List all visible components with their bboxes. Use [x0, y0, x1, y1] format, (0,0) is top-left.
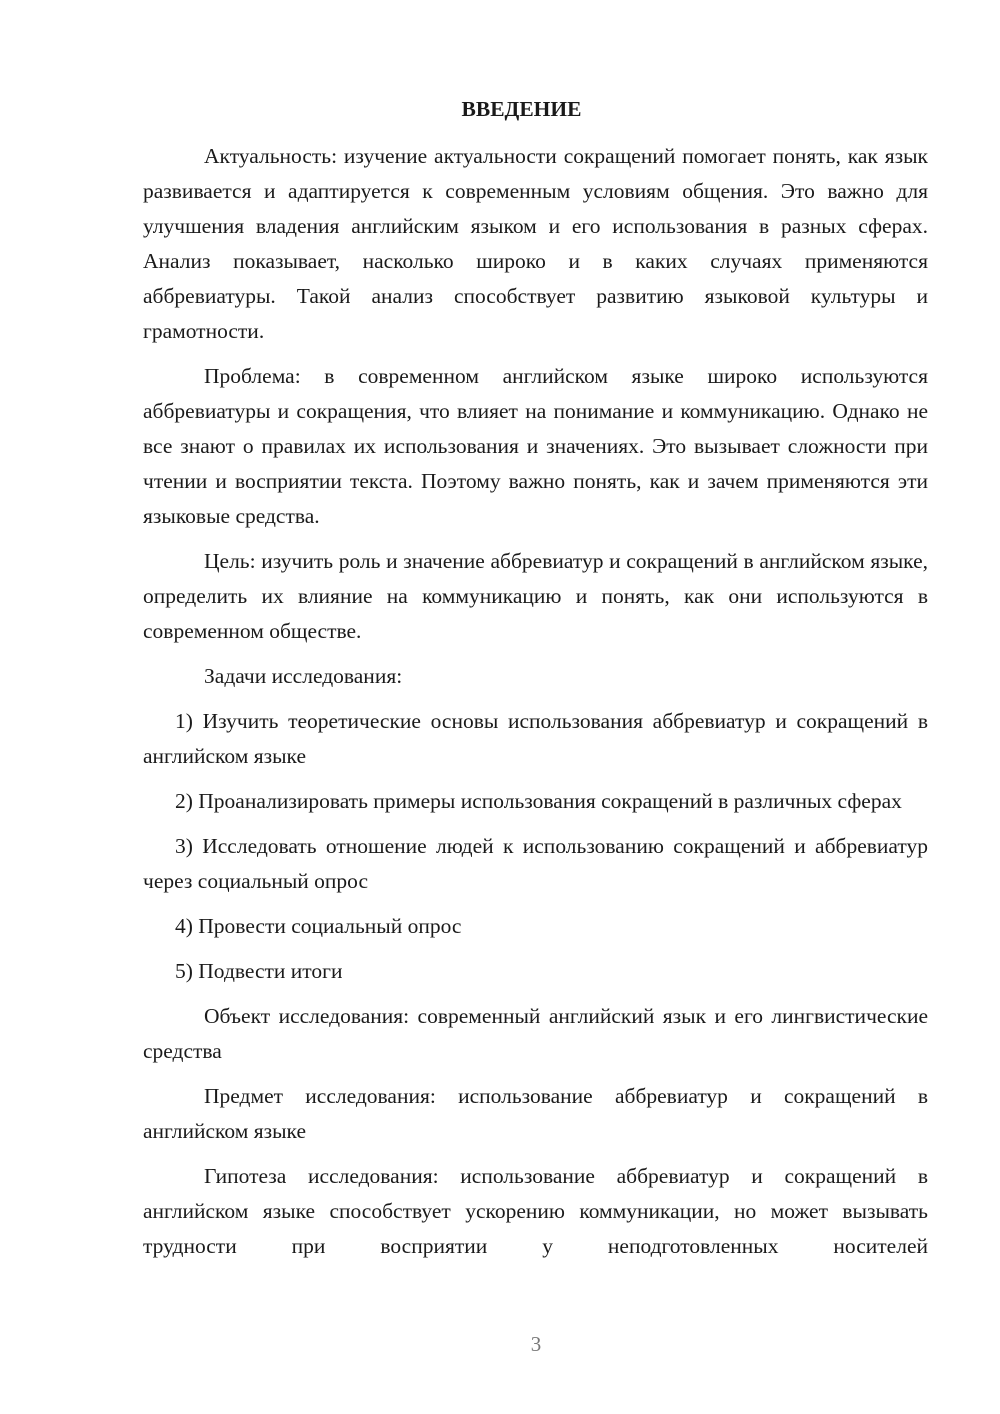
- goal-paragraph: Цель: изучить роль и значение аббревиатур и сокращений в английском языке, определить их влияние на коммуникацию и понять, как они используются в современном обществе.: [143, 549, 928, 643]
- task-item-5: 5) Подвести итоги: [175, 959, 343, 983]
- task-item-2: 2) Проанализировать примеры использования сокращений в различных сферах: [175, 789, 902, 813]
- relevance-paragraph: Актуальность: изучение актуальности сокращений помогает понять, как язык развивается и адаптируется к современным условиям общения. Это важно для улучшения владения английским языком и его использования в разных сферах. Анализ показывает, насколько широко и в каких случаях применяются аббревиатуры. Такой анализ способствует развитию языковой культуры и грамотности.: [143, 144, 928, 343]
- hypothesis-paragraph: Гипотеза исследования: использование аббревиатур и сокращений в английском языке способствует ускорению коммуникации, но может вызывать трудности при восприятии у неподготовленных носителей: [143, 1164, 928, 1258]
- section-heading: ВВЕДЕНИЕ: [461, 97, 582, 121]
- tasks-heading: Задачи исследования:: [204, 664, 403, 688]
- subject-paragraph: Предмет исследования: использование аббревиатур и сокращений в английском языке: [143, 1084, 928, 1143]
- problem-paragraph: Проблема: в современном английском языке широко используются аббревиатуры и сокращения, что влияет на понимание и коммуникацию. Однако не все знают о правилах их использования и значениях. Это вызывает сложности при чтении и восприятии текста. Поэтому важно понять, как и зачем применяются эти языковые средства.: [143, 364, 928, 528]
- document-page: [143, 92, 928, 1264]
- task-item-4: 4) Провести социальный опрос: [175, 914, 462, 938]
- page-number: 3: [530, 1332, 542, 1356]
- object-paragraph: Объект исследования: современный английский язык и его лингвистические средства: [143, 1004, 928, 1063]
- task-item-3: 3) Исследовать отношение людей к использованию сокращений и аббревиатур через социальный опрос: [143, 834, 928, 893]
- task-item-1: 1) Изучить теоретические основы использования аббревиатур и сокращений в английском языке: [143, 709, 928, 768]
